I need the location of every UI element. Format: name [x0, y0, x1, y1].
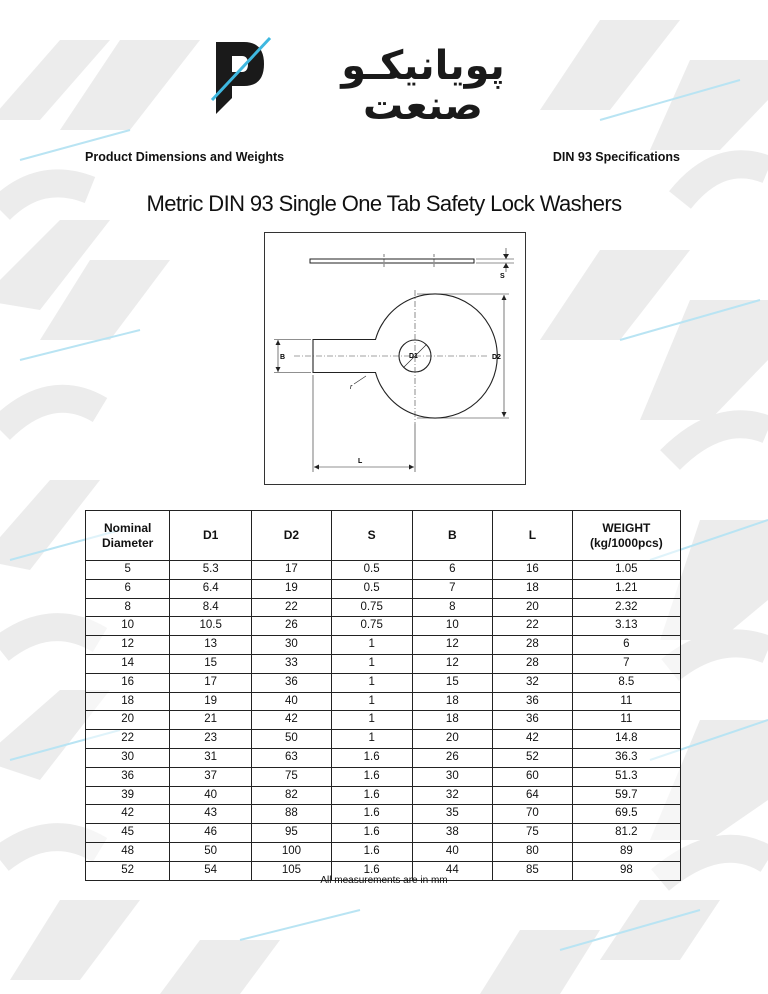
table-row	[86, 617, 681, 636]
column-header-label: B	[447, 528, 457, 543]
table-cell-b: 15	[412, 673, 493, 692]
table-cell-l: 75	[493, 824, 573, 843]
table-cell-s: 0.5	[331, 579, 412, 598]
logo-mark-icon	[210, 36, 272, 116]
table-cell-d1: 6.4	[170, 579, 252, 598]
table-row	[86, 730, 681, 749]
table-cell-l: 36	[493, 711, 573, 730]
table-cell-nominal: 8	[86, 598, 170, 617]
table-cell-nominal: 42	[86, 805, 170, 824]
table-cell-d1: 10.5	[170, 617, 252, 636]
table-cell-d1: 50	[170, 842, 252, 861]
table-cell-nominal: 45	[86, 824, 170, 843]
table-cell-s: 1	[331, 711, 412, 730]
column-header-label: D1	[203, 528, 219, 543]
table-cell-weight: 36.3	[572, 748, 680, 767]
table-cell-b: 12	[412, 654, 493, 673]
table-cell-d2: 100	[252, 842, 332, 861]
table-cell-s: 1.6	[331, 861, 412, 880]
table-cell-s: 1	[331, 636, 412, 655]
table-row	[86, 654, 681, 673]
table-cell-d2: 105	[252, 861, 332, 880]
table-row	[86, 673, 681, 692]
table-cell-l: 85	[493, 861, 573, 880]
table-cell-b: 32	[412, 786, 493, 805]
page-title: Metric DIN 93 Single One Tab Safety Lock Washers	[146, 191, 622, 216]
table-row	[86, 598, 681, 617]
table-cell-nominal: 20	[86, 711, 170, 730]
table-cell-d1: 43	[170, 805, 252, 824]
column-header-label: S	[367, 528, 376, 543]
table-row	[86, 692, 681, 711]
table-cell-l: 80	[493, 842, 573, 861]
table-cell-s: 1	[331, 730, 412, 749]
table-cell-b: 7	[412, 579, 493, 598]
label-d1: D1	[409, 353, 418, 360]
side-view-plate	[310, 259, 474, 263]
column-header-label: Nominal	[103, 521, 152, 536]
table-cell-b: 38	[412, 824, 493, 843]
table-cell-d1: 40	[170, 786, 252, 805]
table-cell-d2: 88	[252, 805, 332, 824]
table-cell-s: 1.6	[331, 824, 412, 843]
table-cell-weight: 11	[572, 692, 680, 711]
table-row	[86, 842, 681, 861]
label-d2: D2	[492, 354, 501, 361]
column-header-label: D2	[283, 528, 300, 543]
table-cell-d2: 95	[252, 824, 332, 843]
company-logo	[210, 36, 570, 129]
table-cell-d1: 19	[170, 692, 252, 711]
table-cell-s: 1.6	[331, 767, 412, 786]
table-cell-d1: 5.3	[170, 561, 252, 580]
table-cell-b: 20	[412, 730, 493, 749]
table-cell-d2: 75	[252, 767, 332, 786]
table-cell-weight: 81.2	[572, 824, 680, 843]
table-cell-b: 6	[412, 561, 493, 580]
column-header-nominal	[86, 511, 170, 561]
table-cell-s: 0.5	[331, 561, 412, 580]
table-cell-d1: 46	[170, 824, 252, 843]
table-row	[86, 748, 681, 767]
table-cell-d2: 33	[252, 654, 332, 673]
table-cell-weight: 59.7	[572, 786, 680, 805]
table-header-row	[86, 511, 681, 561]
column-header-l	[493, 511, 573, 561]
table-cell-l: 64	[493, 786, 573, 805]
table-cell-d1: 8.4	[170, 598, 252, 617]
column-header-d1	[170, 511, 252, 561]
table-cell-b: 8	[412, 598, 493, 617]
table-row	[86, 786, 681, 805]
column-header-label: (kg/1000pcs)	[590, 535, 663, 550]
label-l: L	[358, 458, 363, 465]
brand-name: پویانیکـو صنعت	[341, 43, 505, 129]
table-cell-l: 36	[493, 692, 573, 711]
table-cell-d1: 37	[170, 767, 252, 786]
table-cell-weight: 1.21	[572, 579, 680, 598]
table-row	[86, 636, 681, 655]
table-cell-weight: 3.13	[572, 617, 680, 636]
table-cell-nominal: 36	[86, 767, 170, 786]
table-cell-l: 32	[493, 673, 573, 692]
table-cell-d2: 17	[252, 561, 332, 580]
table-cell-d2: 36	[252, 673, 332, 692]
table-cell-b: 10	[412, 617, 493, 636]
table-cell-weight: 1.05	[572, 561, 680, 580]
table-cell-nominal: 52	[86, 861, 170, 880]
table-cell-d2: 50	[252, 730, 332, 749]
table-cell-nominal: 5	[86, 561, 170, 580]
table-cell-b: 12	[412, 636, 493, 655]
table-row	[86, 767, 681, 786]
column-header-s	[331, 511, 412, 561]
table-cell-d1: 54	[170, 861, 252, 880]
table-cell-nominal: 10	[86, 617, 170, 636]
table-cell-l: 70	[493, 805, 573, 824]
table-cell-nominal: 22	[86, 730, 170, 749]
table-cell-l: 18	[493, 579, 573, 598]
table-cell-weight: 98	[572, 861, 680, 880]
header-left: Product Dimensions and Weights	[85, 150, 285, 164]
table-cell-l: 16	[493, 561, 573, 580]
column-header-b	[412, 511, 493, 561]
measurement-footnote: All measurements are in mm	[320, 875, 448, 886]
table-cell-l: 60	[493, 767, 573, 786]
table-cell-d2: 82	[252, 786, 332, 805]
table-cell-d2: 42	[252, 711, 332, 730]
table-cell-d1: 31	[170, 748, 252, 767]
table-cell-d2: 30	[252, 636, 332, 655]
table-cell-d2: 22	[252, 598, 332, 617]
table-cell-weight: 2.32	[572, 598, 680, 617]
table-cell-weight: 8.5	[572, 673, 680, 692]
table-cell-s: 0.75	[331, 617, 412, 636]
table-cell-weight: 89	[572, 842, 680, 861]
dimensions-table	[85, 510, 681, 881]
table-body	[86, 561, 681, 881]
table-cell-b: 30	[412, 767, 493, 786]
table-cell-s: 1	[331, 673, 412, 692]
table-cell-d2: 40	[252, 692, 332, 711]
table-cell-d1: 13	[170, 636, 252, 655]
table-cell-s: 1	[331, 692, 412, 711]
table-cell-b: 40	[412, 842, 493, 861]
table-row	[86, 824, 681, 843]
table-cell-d1: 23	[170, 730, 252, 749]
washer-technical-drawing	[264, 232, 526, 485]
table-cell-weight: 51.3	[572, 767, 680, 786]
column-header-d2	[252, 511, 332, 561]
table-cell-l: 22	[493, 617, 573, 636]
table-cell-b: 35	[412, 805, 493, 824]
table-row	[86, 805, 681, 824]
table-row	[86, 711, 681, 730]
table-cell-nominal: 30	[86, 748, 170, 767]
table-cell-s: 1.6	[331, 805, 412, 824]
table-cell-nominal: 16	[86, 673, 170, 692]
table-cell-l: 52	[493, 748, 573, 767]
table-cell-d2: 63	[252, 748, 332, 767]
label-s: S	[500, 273, 505, 280]
table-cell-d1: 21	[170, 711, 252, 730]
table-cell-s: 1.6	[331, 748, 412, 767]
label-b: B	[280, 354, 286, 361]
table-cell-l: 20	[493, 598, 573, 617]
table-cell-weight: 69.5	[572, 805, 680, 824]
table-cell-d1: 17	[170, 673, 252, 692]
table-cell-s: 1.6	[331, 786, 412, 805]
column-header-label: WEIGHT	[602, 521, 651, 536]
table-cell-b: 18	[412, 711, 493, 730]
table-cell-l: 28	[493, 636, 573, 655]
table-cell-nominal: 12	[86, 636, 170, 655]
table-cell-d1: 15	[170, 654, 252, 673]
table-cell-weight: 6	[572, 636, 680, 655]
table-cell-nominal: 18	[86, 692, 170, 711]
table-cell-nominal: 6	[86, 579, 170, 598]
table-cell-b: 18	[412, 692, 493, 711]
table-cell-b: 26	[412, 748, 493, 767]
table-row	[86, 579, 681, 598]
table-cell-nominal: 48	[86, 842, 170, 861]
table-cell-weight: 11	[572, 711, 680, 730]
table-cell-s: 0.75	[331, 598, 412, 617]
table-cell-s: 1.6	[331, 842, 412, 861]
table-cell-nominal: 14	[86, 654, 170, 673]
label-r: r	[350, 384, 353, 391]
table-cell-d2: 19	[252, 579, 332, 598]
column-header-label: L	[528, 528, 537, 543]
table-cell-weight: 7	[572, 654, 680, 673]
table-cell-b: 44	[412, 861, 493, 880]
table-cell-weight: 14.8	[572, 730, 680, 749]
column-header-label: Diameter	[101, 535, 154, 550]
table-cell-l: 42	[493, 730, 573, 749]
header-right: DIN 93 Specifications	[552, 150, 680, 164]
table-cell-d2: 26	[252, 617, 332, 636]
table-cell-s: 1	[331, 654, 412, 673]
column-header-weight	[572, 511, 680, 561]
table-cell-l: 28	[493, 654, 573, 673]
table-row	[86, 561, 681, 580]
table-cell-nominal: 39	[86, 786, 170, 805]
